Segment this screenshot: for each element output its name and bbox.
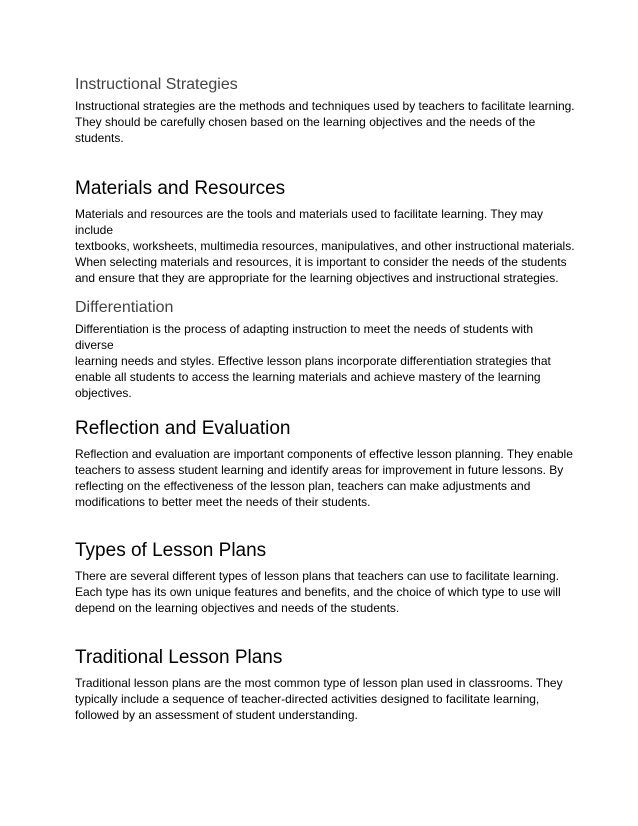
section-body: Materials and resources are the tools and materials used to facilitate learning. They may include textbooks, worksheets, multimedia resources, manipulatives, and other instructional materials. When selecting materials and resources, it is important to consider the needs of the students and ensure that they are appropriate for the learning objectives and instructional strategies.: [75, 207, 575, 285]
section-heading: Reflection and Evaluation: [75, 418, 291, 439]
section-heading: Traditional Lesson Plans: [75, 647, 283, 668]
section-heading: Instructional Strategies: [75, 76, 238, 93]
section-heading: Types of Lesson Plans: [75, 540, 267, 561]
section-body: Differentiation is the process of adapting instruction to meet the needs of students with diverse learning needs and styles. Effective lesson plans incorporate differentiation strategies that enable all students to access the learning materials and achieve mastery of the learning objectives.: [75, 322, 551, 400]
section-instructional-strategies: [75, 76, 575, 146]
section-reflection-and-evaluation: [75, 418, 575, 510]
section-body: There are several different types of lesson plans that teachers can use to facilitate learning. Each type has its own unique features and benefits, and the choice of which type to use will depend on the learning objectives and needs of the students.: [75, 569, 561, 615]
section-heading: Materials and Resources: [75, 178, 286, 199]
section-types-of-lesson-plans: [75, 540, 575, 616]
section-body: Reflection and evaluation are important components of effective lesson planning. They enable teachers to assess student learning and identify areas for improvement in future lessons. By reflecting on the effectiveness of the lesson plan, teachers can make adjustments and modifications to better meet the needs of their students.: [75, 447, 573, 509]
section-differentiation: [75, 299, 575, 401]
section-traditional-lesson-plans: [75, 647, 575, 723]
section-materials-and-resources: [75, 178, 575, 286]
section-body: Instructional strategies are the methods and techniques used by teachers to facilitate learning. They should be carefully chosen based on the learning objectives and the needs of the students.: [75, 99, 575, 145]
section-body: Traditional lesson plans are the most common type of lesson plan used in classrooms. They typically include a sequence of teacher-directed activities designed to facilitate learning, followed by an assessment of student understanding.: [75, 676, 563, 722]
section-heading: Differentiation: [75, 299, 174, 316]
